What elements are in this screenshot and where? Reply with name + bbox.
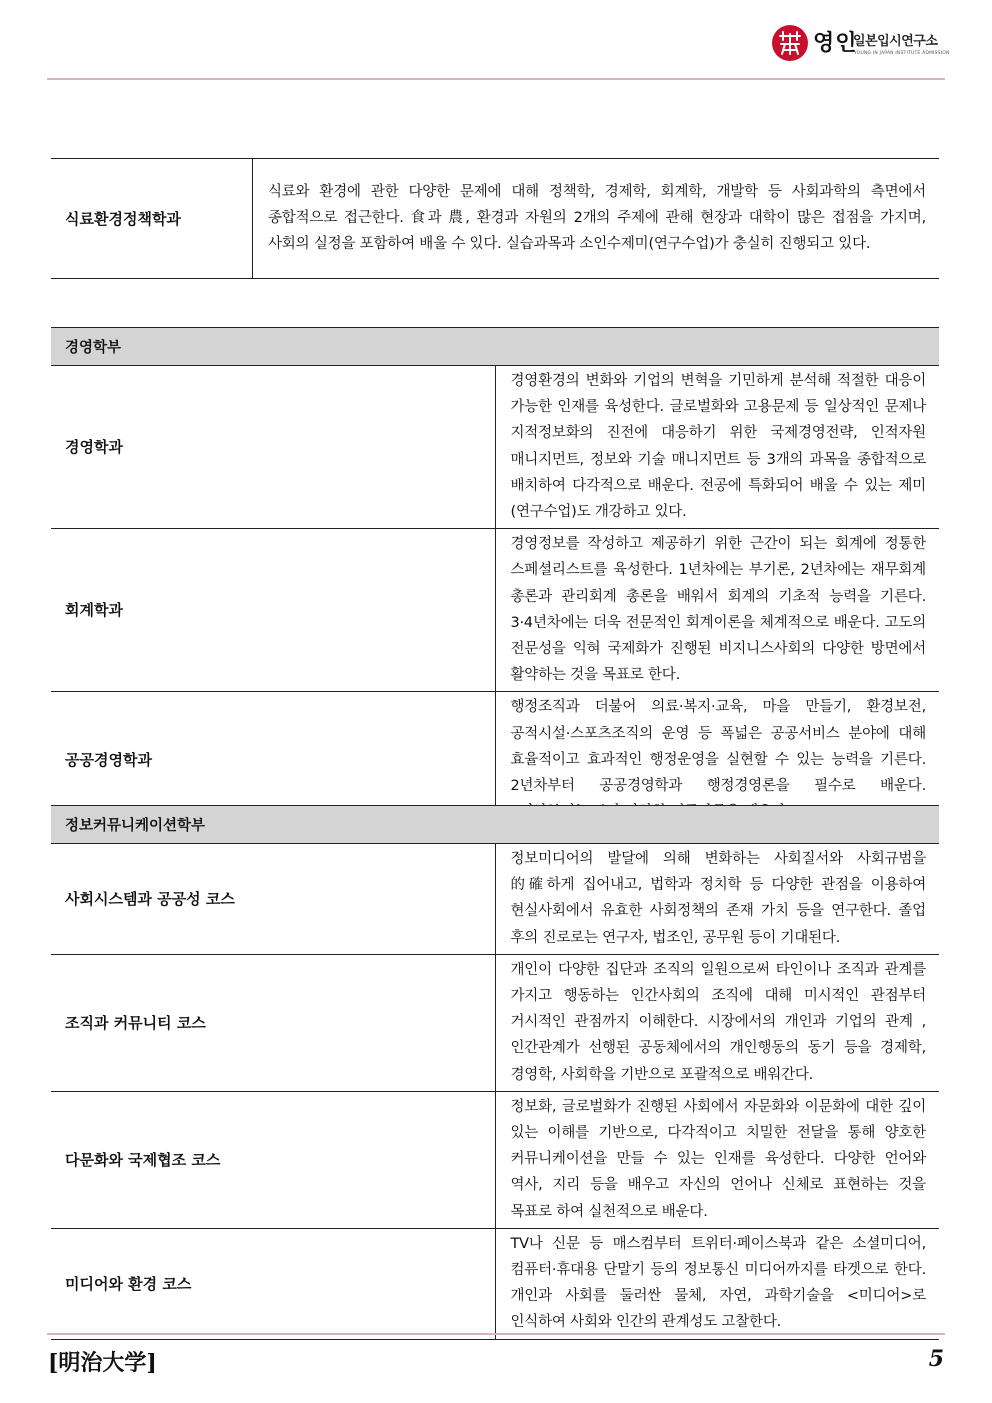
dept-name: 공공경영학과 — [51, 692, 495, 829]
footer-divider — [47, 1333, 945, 1335]
course-name: 조직과 커뮤니티 코스 — [51, 954, 495, 1091]
footer-school-name: [明治大学] — [48, 1350, 157, 1376]
faculty-title: 정보커뮤니케이션학부 — [51, 806, 939, 844]
table-row — [51, 954, 939, 1091]
table-row — [51, 844, 939, 955]
brand-english: YOUNG IN JAPAN INSTITUTE ADMISSION — [854, 51, 950, 56]
course-description: TV나 신문 등 매스컴부터 트위터·페이스북과 같은 소셜미디어, 컴퓨터·휴대용 단말기 등의 정보통신 미디어까지를 타겟으로 한다. 개인과 사회를 둘러싼 물체, 자연, 과학기술을 <미디어>로 인식하여 사회와 인간의 관계성도 고찰한다. — [495, 1228, 939, 1339]
header-divider — [47, 78, 945, 80]
course-description: 정보화, 글로벌화가 진행된 사회에서 자문화와 이문화에 대한 깊이 있는 이해를 기반으로, 다각적이고 치밀한 전달을 통해 양호한 커뮤니케이션을 만들 수 있는 인재를 육성한다. 다양한 언어와 역사, 지리 등을 배우고 자신의 언어나 신체로 표현하는 것을 목표로 하여 실천적으로 배운다. — [495, 1091, 939, 1228]
dept-description: 경영정보를 작성하고 제공하기 위한 근간이 되는 회계에 정통한 스페셜리스트를 육성한다. 1년차에는 부기론, 2년차에는 재무회계 총론과 관리회계 총론을 배워서 회계의 기초적 능력을 기른다. 3·4년차에는 더욱 전문적인 회계이론을 체계적으로 배운다. 고도의 전문성을 익혀 국제화가 진행된 비지니스사회의 다양한 방면에서 활약하는 것을 목표로 한다. — [495, 529, 939, 692]
faculty-header-row — [51, 806, 939, 844]
dept-description: 행정조직과 더불어 의료·복지·교육, 마을 만들기, 환경보전, 공적시설·스포츠조직의 운영 등 폭넓은 공공서비스 분야에 대해 효율적이고 효과적인 행정운영을 실현할 수 있는 능력을 기른다. 2년차부터 공공경영학과 행정경영론을 필수로 배운다. — [495, 692, 939, 829]
dept-description: 식료와 환경에 관한 다양한 문제에 대해 정책학, 경제학, 회계학, 개발학 등 사회과학의 측면에서 종합적으로 접근한다. 食과 農, 환경과 자원의 2개의 주제에 관해 현장과 대학이 많은 접점을 가지며, 사회의 실정을 포함하여 배울 수 있다. 실습과목과 소인수제미(연구수업)가 충실히 진행되고 있다. — [253, 159, 940, 279]
dept-table-2 — [51, 327, 939, 829]
course-name: 다문화와 국제협조 코스 — [51, 1091, 495, 1228]
brand-emblem-icon — [771, 24, 809, 62]
dept-name: 회계학과 — [51, 529, 495, 692]
table-row — [51, 159, 939, 279]
faculty-title: 경영학부 — [51, 328, 939, 366]
brand-name: 영인 — [813, 31, 858, 56]
course-description: 개인이 다양한 집단과 조직의 일원으로써 타인이나 조직과 관계를 가지고 행동하는 인간사회의 조직에 대해 미시적인 관점부터 거시적인 관점까지 이해한다. 시장에서의 개인과 기업의 관계 , 인간관계가 선행된 공동체에서의 개인행동의 동기 등을 경제학, 경영학, 사회학을 기반으로 포괄적으로 배워간다. — [495, 954, 939, 1091]
faculty-header-row — [51, 328, 939, 366]
dept-table-3 — [51, 805, 939, 1340]
dept-name: 경영학과 — [51, 366, 495, 529]
table-row — [51, 529, 939, 692]
course-name: 사회시스템과 공공성 코스 — [51, 844, 495, 955]
page-number: 5 — [928, 1346, 944, 1372]
table-row — [51, 366, 939, 529]
course-description: 정보미디어의 발달에 의해 변화하는 사회질서와 사회규범을 的確하게 집어내고, 법학과 정치학 등 다양한 관점을 이용하여 현실사회에서 유효한 사회정책의 존재 가치 등을 연구한다. 졸업 후의 진로로는 연구자, 법조인, 공무원 등이 기대된다. — [495, 844, 939, 955]
brand-subtitle: 일본입시연구소 — [853, 34, 938, 49]
dept-description: 경영환경의 변화와 기업의 변혁을 기민하게 분석해 적절한 대응이 가능한 인재를 육성한다. 글로벌화와 고용문제 등 일상적인 문제나 지적정보화의 진전에 대응하기 위한 국제경영전략, 인적자원 매니지먼트, 정보와 기술 매니지먼트 등 3개의 과목을 종합적으로 배치하여 다각적으로 배운다. 전공에 특화되어 배울 수 있는 제미(연구수업)도 개강하고 있다. — [495, 366, 939, 529]
brand-logo — [771, 22, 951, 64]
dept-table-1 — [51, 158, 939, 279]
course-name: 미디어와 환경 코스 — [51, 1228, 495, 1339]
table-row — [51, 1228, 939, 1339]
dept-name: 식료환경정책학과 — [51, 159, 253, 279]
table-row — [51, 1091, 939, 1228]
